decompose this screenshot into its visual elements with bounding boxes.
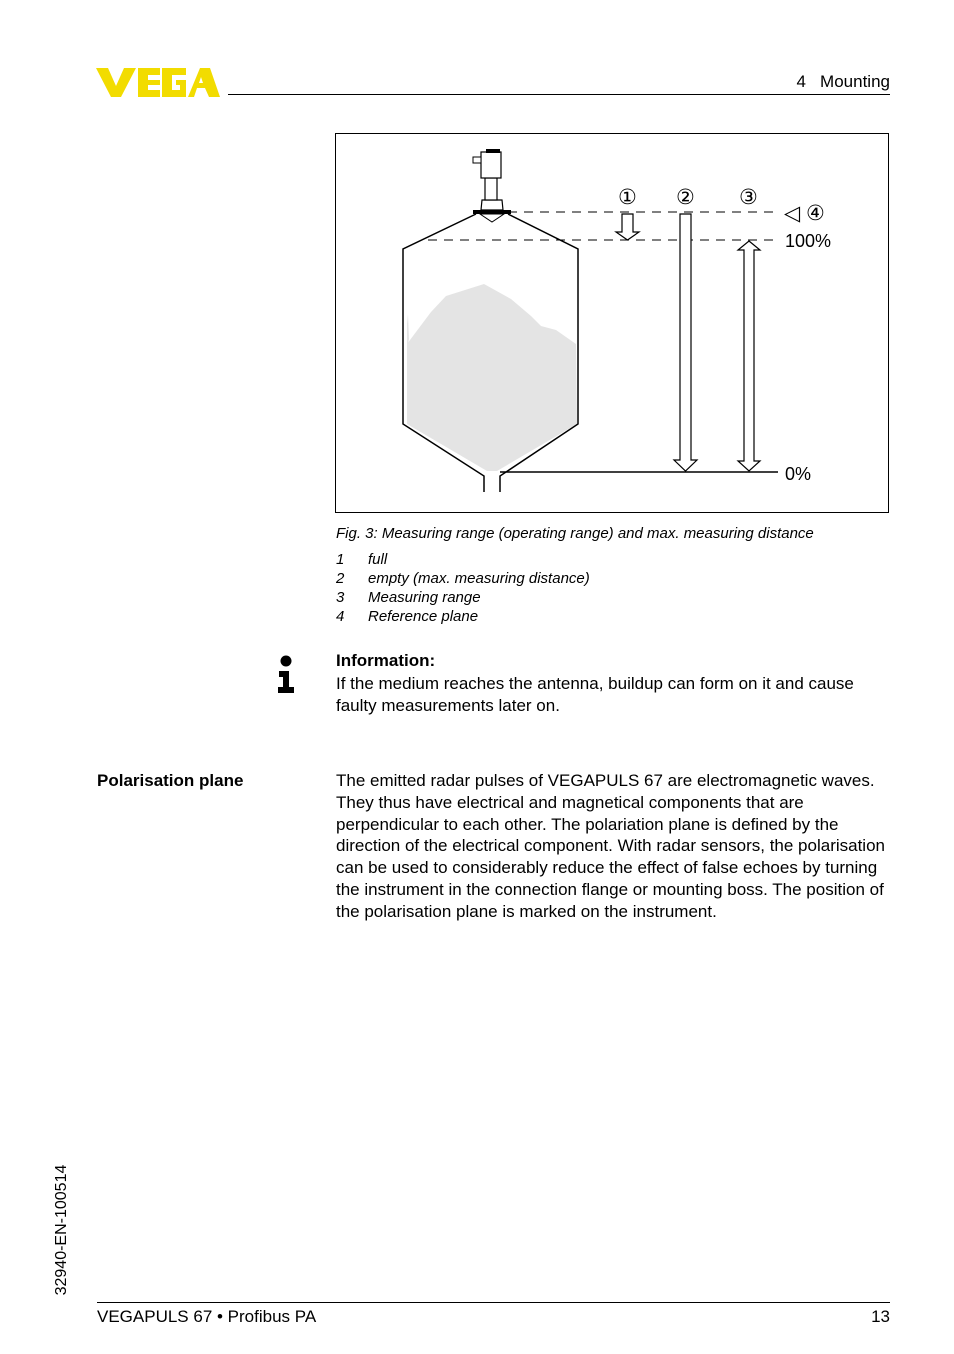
tank-medium-body xyxy=(407,284,577,424)
callout-1: ① xyxy=(618,186,637,209)
section-body-text: The emitted radar pulses of VEGAPULS 67 are electromagnetic waves. They thus have electrical and magnetical components that are perpendicular to each other. The polariation plane is defined by the direction of the electrical component. With radar sensors, the polarisation can be used to considerably reduce the effect of false echoes by turning the instrument in the connection flange or mounting boss. The position of the polarisation plane is marked on the instrument. xyxy=(336,771,885,921)
tank-medium-cone xyxy=(407,424,577,471)
tank-medium xyxy=(407,314,409,344)
arrow-measuring-range xyxy=(738,241,760,471)
legend-item: 2 empty (max. measuring distance) xyxy=(336,570,590,587)
vega-logo xyxy=(96,64,220,98)
sensor-cable-gland xyxy=(473,157,481,163)
arrow-full xyxy=(616,214,639,240)
info-icon xyxy=(276,655,296,695)
horn-antenna xyxy=(480,214,504,222)
logo-text: VEGA xyxy=(96,64,99,65)
label-100-percent: 100% xyxy=(785,231,832,251)
sensor-neck xyxy=(485,178,497,200)
sensor-head xyxy=(481,152,501,178)
header-section-title: 4 Mounting xyxy=(796,72,890,91)
info-text: If the medium reaches the antenna, buildup can form on it and cause faulty measurements later on. xyxy=(336,674,854,715)
figure-legend xyxy=(336,550,590,626)
sensor-housing xyxy=(481,200,503,210)
callout-2: ② xyxy=(676,186,695,209)
label-0-percent: 0% xyxy=(785,464,812,484)
callout-3: ③ xyxy=(739,186,758,209)
footer-rule xyxy=(97,1302,890,1303)
sensor-flange xyxy=(473,210,511,214)
arrow-empty xyxy=(674,214,697,471)
section-heading: Polarisation plane xyxy=(97,771,244,790)
legend-item: 4 Reference plane xyxy=(336,608,479,625)
header-rule xyxy=(228,94,890,95)
measuring-range-figure xyxy=(335,133,889,513)
sensor-cap xyxy=(486,149,500,153)
figure-caption: Fig. 3: Measuring range (operating range) and max. measuring distance xyxy=(336,525,814,542)
callout-4-reference: ◁ ④ xyxy=(784,202,825,225)
page-number: 13 xyxy=(871,1307,890,1326)
legend-item: 3 Measuring range xyxy=(336,589,481,606)
footer-product: VEGAPULS 67 • Profibus PA xyxy=(97,1307,317,1326)
document-code: 32940-EN-100514 xyxy=(53,1164,70,1296)
tank-diagram xyxy=(336,134,890,514)
legend-item: 1 full xyxy=(336,551,388,568)
info-title: Information: xyxy=(336,651,436,670)
